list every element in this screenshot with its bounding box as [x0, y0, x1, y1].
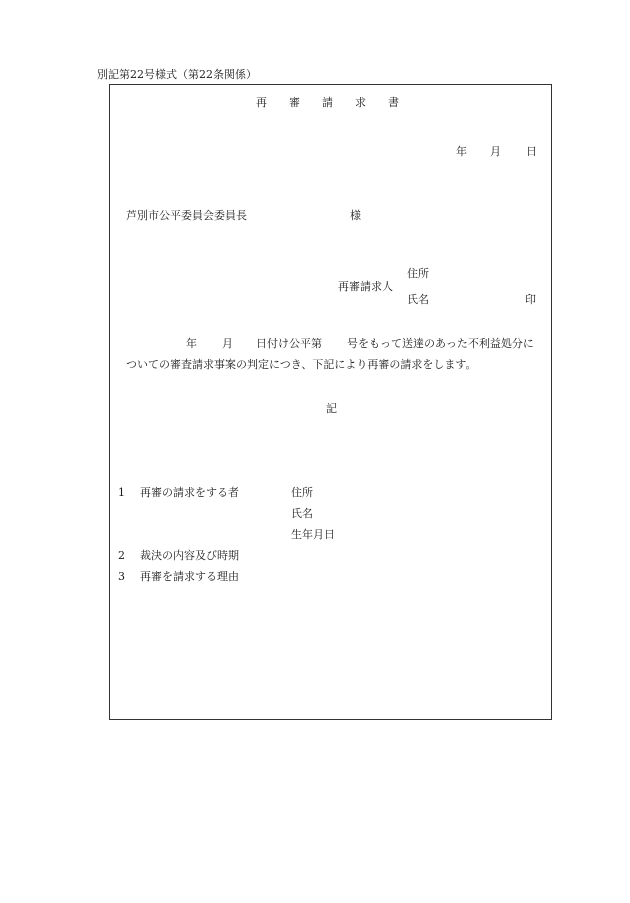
ki-label: 記: [326, 402, 337, 415]
item-2-number: 2: [118, 549, 125, 562]
requester-role-label: 再審請求人: [338, 280, 393, 293]
body-line1-end: 号をもって送達のあった不利益処分に: [347, 337, 534, 350]
document-title: 再 審 請 求 書: [256, 96, 399, 109]
addressee-honorific: 様: [350, 209, 361, 222]
date-month-label: 月: [490, 145, 501, 158]
date-day-label: 日: [526, 145, 537, 158]
body-year: 年: [186, 337, 197, 350]
body-month: 月: [222, 337, 233, 350]
form-number: 別記第22号様式（第22条関係）: [97, 68, 257, 81]
requester-name-label: 氏名: [407, 293, 429, 306]
item-1-address-label: 住所: [291, 486, 313, 499]
requester-address-label: 住所: [407, 267, 429, 280]
item-1-label: 再審の請求をする者: [140, 486, 239, 499]
body-line2: ついての審査請求事案の判定につき、下記により再審の請求をします。: [126, 358, 477, 371]
addressee-name: 芦別市公平委員会委員長: [126, 209, 247, 222]
item-2-label: 裁決の内容及び時期: [140, 549, 239, 562]
item-1-name-label: 氏名: [291, 507, 313, 520]
item-3-number: 3: [118, 570, 125, 583]
item-1-number: 1: [118, 486, 125, 499]
body-date-ref: 日付け公平第: [256, 337, 322, 350]
item-3-label: 再審を請求する理由: [140, 570, 239, 583]
item-1-birthdate-label: 生年月日: [291, 528, 335, 541]
date-year-label: 年: [456, 145, 467, 158]
seal-mark: 印: [525, 293, 536, 306]
